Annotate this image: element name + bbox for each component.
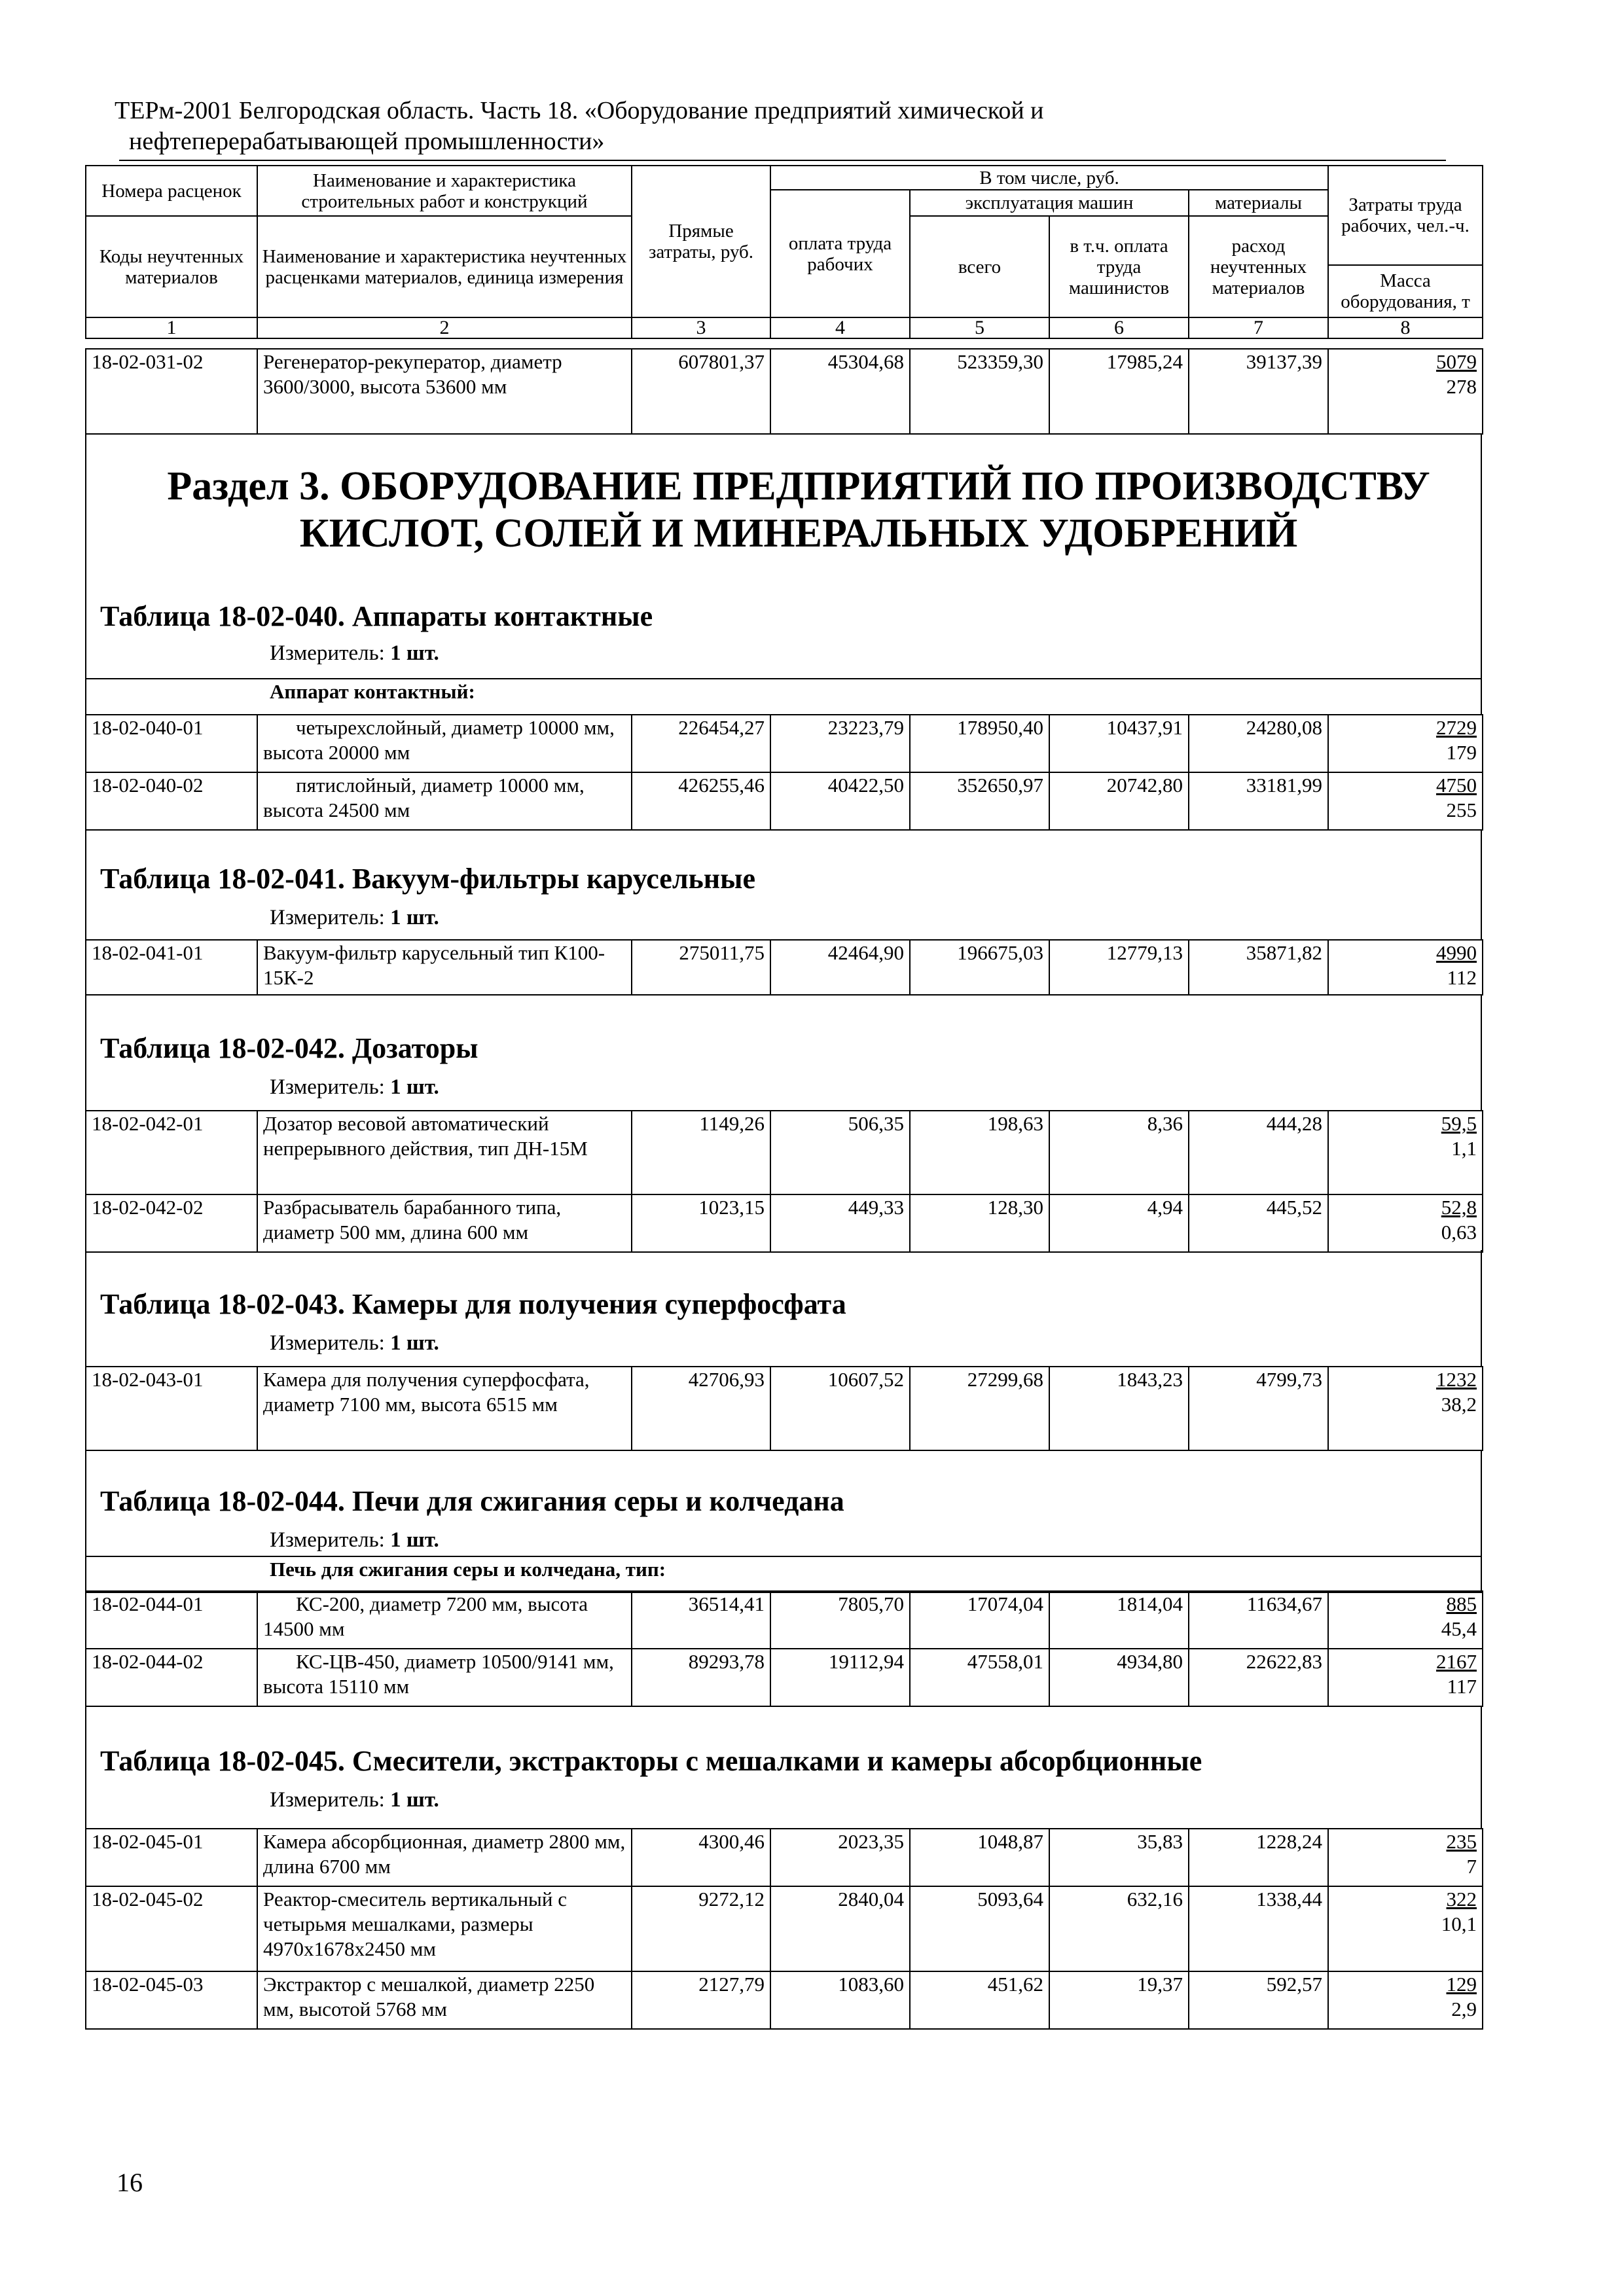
col-number: 5 [910,317,1049,338]
rate-name: Камера абсорбционная, диаметр 2800 мм, длина 6700 мм [257,1829,632,1886]
equipment-mass: 112 [1447,966,1477,989]
col8-top-header: Затраты труда рабочих, чел.-ч. [1328,166,1483,265]
group-row-044 [85,1556,1482,1593]
labor-hours: 2167 [1436,1650,1477,1673]
meter-label: Измеритель: [270,1788,385,1812]
header-line-1: ТЕРм-2001 Белгородская область. Часть 18. «Оборудование предприятий химической и [115,97,1044,124]
table-title-042: Таблица 18-02-042. Дозаторы [100,1032,478,1064]
table-title-040: Таблица 18-02-040. Аппараты контактные [100,600,653,632]
direct-costs: 9272,12 [632,1886,770,1971]
included-header: В том числе, руб. [770,166,1328,190]
machinist-pay: 8,36 [1049,1111,1189,1194]
equipment-mass: 179 [1446,741,1477,764]
labor-pay: 1083,60 [770,1971,910,2029]
col-number: 1 [86,317,257,338]
rate-name [257,1591,632,1649]
table-row [86,1367,1483,1450]
rate-code: 18-02-044-02 [86,1649,257,1706]
rate-code: 18-02-041-01 [86,940,257,995]
group-row-040 [85,678,1482,715]
labor-mass-cell [1328,1886,1483,1971]
table-title-041: Таблица 18-02-041. Вакуум-фильтры карусельные [100,863,756,895]
labor-pay: 23223,79 [770,715,910,772]
meter-label: Измеритель: [270,1528,385,1552]
table-row [86,1111,1483,1194]
labor-mass-cell [1328,715,1483,772]
direct-costs: 36514,41 [632,1591,770,1649]
rate-name: Разбрасыватель барабанного типа, диаметр 500 мм, длина 600 мм [257,1194,632,1252]
page-number: 16 [117,2168,143,2197]
table-row [86,1194,1483,1252]
labor-mass-cell [1328,1194,1483,1252]
group-label: Аппарат контактный: [270,680,475,703]
rate-table-044 [85,1590,1483,1707]
direct-costs: 4300,46 [632,1829,770,1886]
material-costs: 39137,39 [1189,349,1328,434]
table-title-044: Таблица 18-02-044. Печи для сжигания серы и колчедана [100,1485,844,1517]
machinist-pay: 20742,80 [1049,772,1189,830]
machine-costs: 47558,01 [910,1649,1049,1706]
meter-value: 1 шт. [390,1075,439,1099]
rate-code: 18-02-042-02 [86,1194,257,1252]
col2-top-header: Наименование и характеристика строительных работ и конструкций [257,166,632,216]
labor-hours: 4990 [1436,941,1477,964]
col-number: 7 [1189,317,1328,338]
machine-costs: 523359,30 [910,349,1049,434]
machine-costs: 178950,40 [910,715,1049,772]
material-costs: 22622,83 [1189,1649,1328,1706]
labor-mass-cell [1328,1367,1483,1450]
header-rule [119,160,1446,161]
machine-costs: 128,30 [910,1194,1049,1252]
labor-pay: 2840,04 [770,1886,910,1971]
rate-code: 18-02-044-01 [86,1591,257,1649]
meter-label: Измеритель: [270,1331,385,1355]
direct-costs: 607801,37 [632,349,770,434]
machinist-pay: 35,83 [1049,1829,1189,1886]
meter-value: 1 шт. [390,1331,439,1355]
direct-costs: 1023,15 [632,1194,770,1252]
labor-pay: 40422,50 [770,772,910,830]
machinist-pay: 12779,13 [1049,940,1189,995]
materials-group-header: материалы [1189,190,1328,216]
machinist-pay: 1843,23 [1049,1367,1189,1450]
labor-mass-cell [1328,1111,1483,1194]
equipment-mass: 1,1 [1451,1137,1477,1160]
col1-bottom-header: Коды неучтенных материалов [86,216,257,317]
machine-costs: 17074,04 [910,1591,1049,1649]
material-costs: 24280,08 [1189,715,1328,772]
col3-header: Прямые затраты, руб. [632,166,770,317]
meter-label: Измеритель: [270,906,385,929]
rate-code: 18-02-040-02 [86,772,257,830]
labor-hours: 322 [1446,1888,1477,1910]
column-header-table [85,165,1483,339]
material-costs: 11634,67 [1189,1591,1328,1649]
meter-041 [270,905,439,931]
equipment-mass: 255 [1446,798,1477,821]
col6-header: в т.ч. оплата труда машинистов [1049,216,1189,317]
machines-group-header: эксплуатация машин [910,190,1189,216]
rate-table-042 [85,1110,1483,1253]
meter-value: 1 шт. [390,1528,439,1552]
running-header [115,96,1443,157]
group-label: Печь для сжигания серы и колчедана, тип: [270,1558,666,1581]
labor-pay: 449,33 [770,1194,910,1252]
col2-bottom-header: Наименование и характеристика неучтенных расценками материалов, единица измерения [257,216,632,317]
machine-costs: 198,63 [910,1111,1049,1194]
direct-costs: 226454,27 [632,715,770,772]
rate-code: 18-02-043-01 [86,1367,257,1450]
meter-043 [270,1330,439,1356]
section-title-line-1: Раздел 3. ОБОРУДОВАНИЕ ПРЕДПРИЯТИЙ ПО ПРОИЗВОДСТВУ [167,464,1430,509]
meter-044 [270,1527,439,1553]
labor-hours: 59,5 [1441,1112,1477,1135]
labor-mass-cell [1328,1829,1483,1886]
col-number: 6 [1049,317,1189,338]
direct-costs: 275011,75 [632,940,770,995]
material-costs: 1228,24 [1189,1829,1328,1886]
material-costs: 592,57 [1189,1971,1328,2029]
labor-pay: 506,35 [770,1111,910,1194]
rate-code: 18-02-045-02 [86,1886,257,1971]
labor-pay: 10607,52 [770,1367,910,1450]
meter-value: 1 шт. [390,1788,439,1812]
machine-costs: 27299,68 [910,1367,1049,1450]
table-row [86,1886,1483,1971]
rate-table-041 [85,939,1483,996]
direct-costs: 42706,93 [632,1367,770,1450]
material-costs: 444,28 [1189,1111,1328,1194]
rate-name: Дозатор весовой автоматический непрерывного действия, тип ДН-15М [257,1111,632,1194]
table-row [86,1591,1483,1649]
labor-hours: 235 [1446,1830,1477,1853]
table-row [86,715,1483,772]
machine-costs: 451,62 [910,1971,1049,2029]
rate-name [257,772,632,830]
rate-code: 18-02-045-03 [86,1971,257,2029]
rate-name: Регенератор-рекуператор, диаметр 3600/3000, высота 53600 мм [257,349,632,434]
col4-header: оплата труда рабочих [770,190,910,317]
labor-pay: 7805,70 [770,1591,910,1649]
machinist-pay: 17985,24 [1049,349,1189,434]
equipment-mass: 278 [1446,375,1477,398]
col-number: 2 [257,317,632,338]
section-title [118,463,1479,557]
table-row [86,1829,1483,1886]
direct-costs: 89293,78 [632,1649,770,1706]
labor-hours: 885 [1446,1592,1477,1615]
equipment-mass: 2,9 [1451,1998,1477,2020]
direct-costs: 2127,79 [632,1971,770,2029]
meter-045 [270,1787,439,1813]
table-row [86,349,1483,434]
labor-hours: 2729 [1436,716,1477,739]
machinist-pay: 4,94 [1049,1194,1189,1252]
labor-mass-cell [1328,1971,1483,2029]
rate-name-text: четырехслойный, диаметр 10000 мм, высота 20000 мм [263,716,615,764]
machine-costs: 5093,64 [910,1886,1049,1971]
rate-code: 18-02-042-01 [86,1111,257,1194]
meter-040 [270,640,439,666]
rate-name-text: КС-200, диаметр 7200 мм, высота 14500 мм [263,1592,588,1640]
machinist-pay: 10437,91 [1049,715,1189,772]
machinist-pay: 19,37 [1049,1971,1189,2029]
labor-mass-cell [1328,1649,1483,1706]
labor-mass-cell [1328,1591,1483,1649]
col5-header: всего [910,216,1049,317]
labor-mass-cell [1328,940,1483,995]
labor-hours: 52,8 [1441,1196,1477,1219]
rate-code: 18-02-031-02 [86,349,257,434]
rate-table-040 [85,714,1483,831]
table-row [86,940,1483,995]
col-number: 4 [770,317,910,338]
labor-hours: 4750 [1436,774,1477,797]
labor-hours: 1232 [1436,1368,1477,1391]
material-costs: 33181,99 [1189,772,1328,830]
machine-costs: 196675,03 [910,940,1049,995]
meter-value: 1 шт. [390,641,439,665]
meter-label: Измеритель: [270,641,385,665]
col1-top-header: Номера расценок [86,166,257,216]
meter-042 [270,1074,439,1100]
equipment-mass: 117 [1447,1675,1477,1698]
section-title-line-2: КИСЛОТ, СОЛЕЙ И МИНЕРАЛЬНЫХ УДОБРЕНИЙ [299,511,1298,556]
equipment-mass: 0,63 [1441,1221,1477,1244]
labor-hours: 129 [1446,1973,1477,1996]
labor-hours: 5079 [1436,350,1477,373]
table-title-045: Таблица 18-02-045. Смесители, экстракторы с мешалками и камеры абсорбционные [100,1745,1202,1777]
labor-pay: 2023,35 [770,1829,910,1886]
material-costs: 1338,44 [1189,1886,1328,1971]
material-costs: 445,52 [1189,1194,1328,1252]
material-costs: 35871,82 [1189,940,1328,995]
rate-name: Камера для получения суперфосфата, диаметр 7100 мм, высота 6515 мм [257,1367,632,1450]
rate-code: 18-02-045-01 [86,1829,257,1886]
labor-pay: 19112,94 [770,1649,910,1706]
col-number: 3 [632,317,770,338]
material-costs: 4799,73 [1189,1367,1328,1450]
rate-name: Реактор-смеситель вертикальный с четырьмя мешалками, размеры 4970х1678х2450 мм [257,1886,632,1971]
machine-costs: 1048,87 [910,1829,1049,1886]
direct-costs: 426255,46 [632,772,770,830]
equipment-mass: 45,4 [1441,1617,1477,1640]
col-number: 8 [1328,317,1483,338]
rate-code: 18-02-040-01 [86,715,257,772]
col7-header: расход неучтенных материалов [1189,216,1328,317]
machinist-pay: 1814,04 [1049,1591,1189,1649]
table-row [86,1971,1483,2029]
table-title-043: Таблица 18-02-043. Камеры для получения суперфосфата [100,1288,846,1320]
col8-bottom-header: Масса оборудования, т [1328,265,1483,317]
equipment-mass: 10,1 [1441,1912,1477,1935]
rate-name-text: КС-ЦВ-450, диаметр 10500/9141 мм, высота 15110 мм [263,1650,614,1698]
rate-name [257,715,632,772]
rate-table-045 [85,1828,1483,2030]
labor-mass-cell [1328,772,1483,830]
rate-table-043 [85,1366,1483,1451]
header-line-2: нефтеперерабатывающей промышленности» [129,128,605,155]
meter-value: 1 шт. [390,906,439,929]
table-row [86,1649,1483,1706]
rate-name-text: пятислойный, диаметр 10000 мм, высота 24500 мм [263,774,585,821]
rate-name: Экстрактор с мешалкой, диаметр 2250 мм, высотой 5768 мм [257,1971,632,2029]
table-row [86,772,1483,830]
rate-name [257,1649,632,1706]
rate-table-continuation [85,348,1483,435]
equipment-mass: 7 [1466,1855,1477,1878]
machine-costs: 352650,97 [910,772,1049,830]
labor-mass-cell [1328,349,1483,434]
machinist-pay: 632,16 [1049,1886,1189,1971]
rate-name: Вакуум-фильтр карусельный тип К100-15К-2 [257,940,632,995]
direct-costs: 1149,26 [632,1111,770,1194]
equipment-mass: 38,2 [1441,1393,1477,1416]
labor-pay: 42464,90 [770,940,910,995]
meter-label: Измеритель: [270,1075,385,1099]
labor-pay: 45304,68 [770,349,910,434]
machinist-pay: 4934,80 [1049,1649,1189,1706]
